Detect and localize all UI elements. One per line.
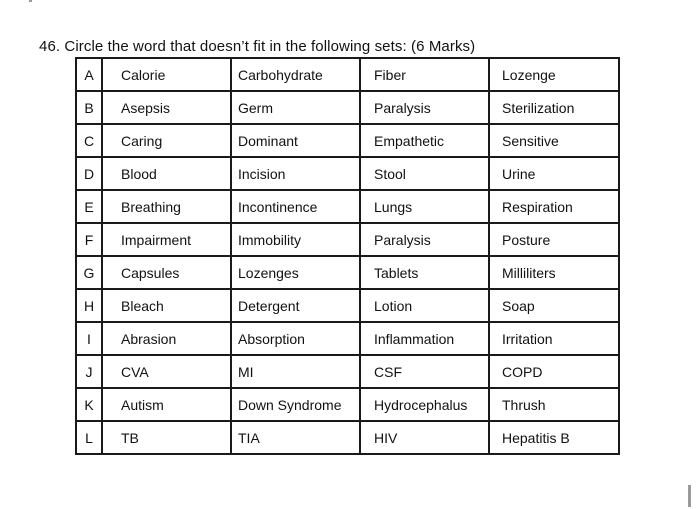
table-row xyxy=(76,223,619,256)
set-letter: G xyxy=(76,256,102,289)
set-letter: K xyxy=(76,388,102,421)
word-cell[interactable]: Lotion xyxy=(360,289,489,322)
question-text: 46. Circle the word that doesn’t fit in the following sets: (6 Marks) xyxy=(39,38,476,55)
table-row xyxy=(76,322,619,355)
word-cell[interactable]: Immobility xyxy=(231,223,360,256)
word-cell[interactable]: Capsules xyxy=(102,256,231,289)
word-cell[interactable]: Hydrocephalus xyxy=(360,388,489,421)
word-cell[interactable]: Paralysis xyxy=(360,223,489,256)
set-letter: C xyxy=(76,124,102,157)
word-cell[interactable]: TB xyxy=(102,421,231,454)
table-row xyxy=(76,388,619,421)
set-letter: F xyxy=(76,223,102,256)
table-row xyxy=(76,289,619,322)
word-cell[interactable]: TIA xyxy=(231,421,360,454)
word-cell[interactable]: Lozenges xyxy=(231,256,360,289)
word-cell[interactable]: Soap xyxy=(489,289,619,322)
set-letter: A xyxy=(76,58,102,91)
set-letter: H xyxy=(76,289,102,322)
table-row xyxy=(76,355,619,388)
word-cell[interactable]: Tablets xyxy=(360,256,489,289)
word-cell[interactable]: Milliliters xyxy=(489,256,619,289)
word-cell[interactable]: Bleach xyxy=(102,289,231,322)
word-cell[interactable]: Germ xyxy=(231,91,360,124)
table-row xyxy=(76,256,619,289)
word-cell[interactable]: Asepsis xyxy=(102,91,231,124)
word-cell[interactable]: Caring xyxy=(102,124,231,157)
text-cursor-mark xyxy=(688,485,691,507)
word-cell[interactable]: Sterilization xyxy=(489,91,619,124)
word-cell[interactable]: Lozenge xyxy=(489,58,619,91)
table-row xyxy=(76,190,619,223)
word-cell[interactable]: COPD xyxy=(489,355,619,388)
table-row xyxy=(76,91,619,124)
word-cell[interactable]: Respiration xyxy=(489,190,619,223)
word-cell[interactable]: Calorie xyxy=(102,58,231,91)
set-letter: I xyxy=(76,322,102,355)
word-cell[interactable]: Blood xyxy=(102,157,231,190)
word-cell[interactable]: Lungs xyxy=(360,190,489,223)
word-cell[interactable]: CSF xyxy=(360,355,489,388)
set-letter: L xyxy=(76,421,102,454)
set-letter: J xyxy=(76,355,102,388)
word-cell[interactable]: Incision xyxy=(231,157,360,190)
word-cell[interactable]: Posture xyxy=(489,223,619,256)
word-sets-table xyxy=(75,57,620,455)
word-cell[interactable]: Hepatitis B xyxy=(489,421,619,454)
word-cell[interactable]: Empathetic xyxy=(360,124,489,157)
word-cell[interactable]: Thrush xyxy=(489,388,619,421)
set-letter: D xyxy=(76,157,102,190)
word-cell[interactable]: Paralysis xyxy=(360,91,489,124)
word-cell[interactable]: MI xyxy=(231,355,360,388)
word-cell[interactable]: Absorption xyxy=(231,322,360,355)
table-row xyxy=(76,124,619,157)
word-cell[interactable]: Sensitive xyxy=(489,124,619,157)
word-cell[interactable]: Detergent xyxy=(231,289,360,322)
word-cell[interactable]: Incontinence xyxy=(231,190,360,223)
word-cell[interactable]: Abrasion xyxy=(102,322,231,355)
word-cell[interactable]: Autism xyxy=(102,388,231,421)
table-row xyxy=(76,157,619,190)
word-cell[interactable]: CVA xyxy=(102,355,231,388)
word-cell[interactable]: Urine xyxy=(489,157,619,190)
set-letter: B xyxy=(76,91,102,124)
table-row xyxy=(76,421,619,454)
set-letter: E xyxy=(76,190,102,223)
word-cell[interactable]: Fiber xyxy=(360,58,489,91)
word-cell[interactable]: Carbohydrate xyxy=(231,58,360,91)
table-row xyxy=(76,58,619,91)
word-cell[interactable]: Dominant xyxy=(231,124,360,157)
top-edge-mark xyxy=(29,0,32,2)
word-cell[interactable]: Irritation xyxy=(489,322,619,355)
word-cell[interactable]: Stool xyxy=(360,157,489,190)
word-cell[interactable]: Inflammation xyxy=(360,322,489,355)
word-cell[interactable]: Down Syndrome xyxy=(231,388,360,421)
word-cell[interactable]: Impairment xyxy=(102,223,231,256)
word-cell[interactable]: Breathing xyxy=(102,190,231,223)
word-cell[interactable]: HIV xyxy=(360,421,489,454)
